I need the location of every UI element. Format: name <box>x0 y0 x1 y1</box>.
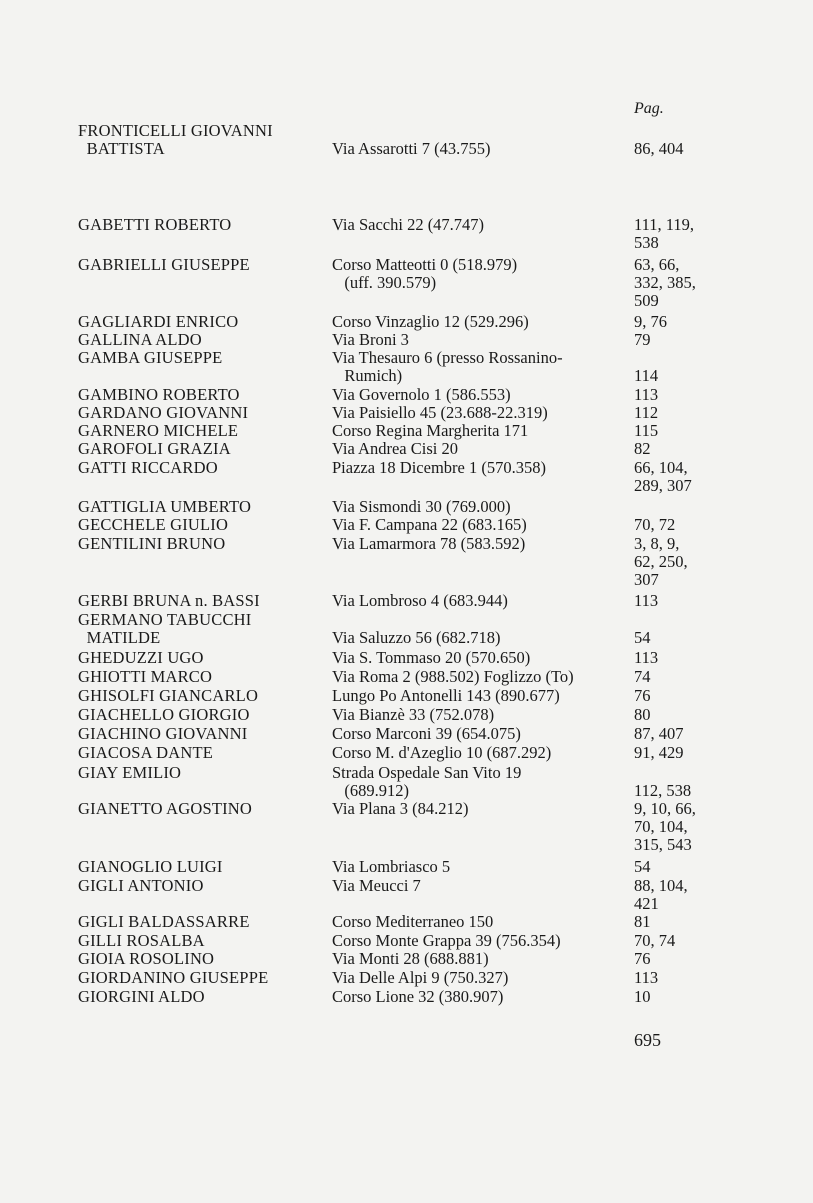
entry-address: Corso Lione 32 (380.907) <box>332 987 504 1006</box>
entry-name: GAROFOLI GRAZIA <box>78 439 231 458</box>
entry-pages: 70, 72 <box>634 515 676 534</box>
entry-address: Corso Matteotti 0 (518.979) (uff. 390.579) <box>332 255 518 292</box>
entry-name: GABETTI ROBERTO <box>78 215 232 234</box>
pag-column-header: Pag. <box>634 100 664 117</box>
entry-pages: 81 <box>634 912 651 931</box>
entry-name: GIGLI ANTONIO <box>78 876 204 895</box>
entry-pages: 9, 10, 66, 70, 104, 315, 543 <box>634 799 696 854</box>
entry-address: Via Delle Alpi 9 (750.327) <box>332 968 509 987</box>
entry-address: Via Paisiello 45 (23.688-22.319) <box>332 403 548 422</box>
entry-address: Via F. Campana 22 (683.165) <box>332 515 527 534</box>
entry-address: Corso Vinzaglio 12 (529.296) <box>332 312 529 331</box>
entry-name: GATTI RICCARDO <box>78 458 218 477</box>
entry-address: Via Sismondi 30 (769.000) <box>332 497 511 516</box>
entry-pages: 112, 538 <box>634 781 692 800</box>
entry-name: GERMANO TABUCCHI MATILDE <box>78 610 252 647</box>
entry-address: Via Lombriasco 5 <box>332 857 451 876</box>
entry-pages: 113 <box>634 385 659 404</box>
entry-address: Via Andrea Cisi 20 <box>332 439 458 458</box>
entry-address: Via Lombroso 4 (683.944) <box>332 591 508 610</box>
entry-pages: 115 <box>634 421 659 440</box>
entry-name: GIOIA ROSOLINO <box>78 949 215 968</box>
entry-name: GAGLIARDI ENRICO <box>78 312 239 331</box>
entry-address: Corso M. d'Azeglio 10 (687.292) <box>332 743 552 762</box>
entry-pages: 86, 404 <box>634 139 684 158</box>
entry-pages: 10 <box>634 987 651 1006</box>
entry-name: GHEDUZZI UGO <box>78 648 204 667</box>
entry-pages: 9, 76 <box>634 312 667 331</box>
entry-name: GIORGINI ALDO <box>78 987 205 1006</box>
entry-name: GHIOTTI MARCO <box>78 667 213 686</box>
entry-pages: 113 <box>634 591 659 610</box>
entry-pages: 54 <box>634 628 651 647</box>
entry-pages: 114 <box>634 366 659 385</box>
entry-address: Via Thesauro 6 (presso Rossanino- Rumich) <box>332 348 563 385</box>
entry-name: GABRIELLI GIUSEPPE <box>78 255 250 274</box>
entry-pages: 76 <box>634 949 651 968</box>
entry-address: Corso Regina Margherita 171 <box>332 421 529 440</box>
entry-name: GALLINA ALDO <box>78 330 202 349</box>
entry-name: GIANETTO AGOSTINO <box>78 799 253 818</box>
entry-address: Corso Mediterraneo 150 <box>332 912 494 931</box>
entry-address: Corso Marconi 39 (654.075) <box>332 724 521 743</box>
entry-name: GIACHINO GIOVANNI <box>78 724 248 743</box>
entry-pages: 113 <box>634 968 659 987</box>
entry-name: GARNERO MICHELE <box>78 421 239 440</box>
entry-pages: 70, 74 <box>634 931 676 950</box>
entry-pages: 113 <box>634 648 659 667</box>
entry-pages: 79 <box>634 330 651 349</box>
entry-address: Piazza 18 Dicembre 1 (570.358) <box>332 458 546 477</box>
entry-address: Via Monti 28 (688.881) <box>332 949 489 968</box>
entry-name: FRONTICELLI GIOVANNI BATTISTA <box>78 121 273 158</box>
entry-name: GIACOSA DANTE <box>78 743 214 762</box>
entry-pages: 80 <box>634 705 651 724</box>
entry-address: Via Governolo 1 (586.553) <box>332 385 511 404</box>
entry-pages: 74 <box>634 667 651 686</box>
entry-address: Via Plana 3 (84.212) <box>332 799 469 818</box>
entry-name: GARDANO GIOVANNI <box>78 403 249 422</box>
entry-address: Via Bianzè 33 (752.078) <box>332 705 495 724</box>
page-number: 695 <box>634 1030 661 1050</box>
entry-address: Via S. Tommaso 20 (570.650) <box>332 648 531 667</box>
entry-address: Via Assarotti 7 (43.755) <box>332 139 491 158</box>
entry-name: GIGLI BALDASSARRE <box>78 912 250 931</box>
entry-address: Lungo Po Antonelli 143 (890.677) <box>332 686 560 705</box>
entry-pages: 88, 104, 421 <box>634 876 688 913</box>
entry-pages: 111, 119, 538 <box>634 215 695 252</box>
entry-address: Strada Ospedale San Vito 19 (689.912) <box>332 763 522 800</box>
entry-address: Via Roma 2 (988.502) Foglizzo (To) <box>332 667 574 686</box>
entry-pages: 91, 429 <box>634 743 684 762</box>
entry-name: GECCHELE GIULIO <box>78 515 229 534</box>
entry-address: Via Sacchi 22 (47.747) <box>332 215 485 234</box>
entry-address: Via Lamarmora 78 (583.592) <box>332 534 526 553</box>
entry-name: GATTIGLIA UMBERTO <box>78 497 252 516</box>
entry-pages: 63, 66, 332, 385, 509 <box>634 255 696 310</box>
entry-pages: 66, 104, 289, 307 <box>634 458 692 495</box>
entry-pages: 76 <box>634 686 651 705</box>
entry-name: GERBI BRUNA n. BASSI <box>78 591 260 610</box>
entry-address: Corso Monte Grappa 39 (756.354) <box>332 931 561 950</box>
entry-pages: 3, 8, 9, 62, 250, 307 <box>634 534 688 589</box>
entry-name: GILLI ROSALBA <box>78 931 205 950</box>
entry-name: GIANOGLIO LUIGI <box>78 857 223 876</box>
entry-address: Via Meucci 7 <box>332 876 421 895</box>
entry-name: GIACHELLO GIORGIO <box>78 705 250 724</box>
entry-name: GHISOLFI GIANCARLO <box>78 686 259 705</box>
entry-name: GIORDANINO GIUSEPPE <box>78 968 269 987</box>
entry-pages: 87, 407 <box>634 724 684 743</box>
entry-name: GIAY EMILIO <box>78 763 182 782</box>
entry-address: Via Saluzzo 56 (682.718) <box>332 628 501 647</box>
entry-pages: 112 <box>634 403 659 422</box>
entry-name: GAMBA GIUSEPPE <box>78 348 223 367</box>
entry-pages: 54 <box>634 857 651 876</box>
entry-name: GENTILINI BRUNO <box>78 534 226 553</box>
entry-pages: 82 <box>634 439 651 458</box>
entry-name: GAMBINO ROBERTO <box>78 385 240 404</box>
entry-address: Via Broni 3 <box>332 330 409 349</box>
